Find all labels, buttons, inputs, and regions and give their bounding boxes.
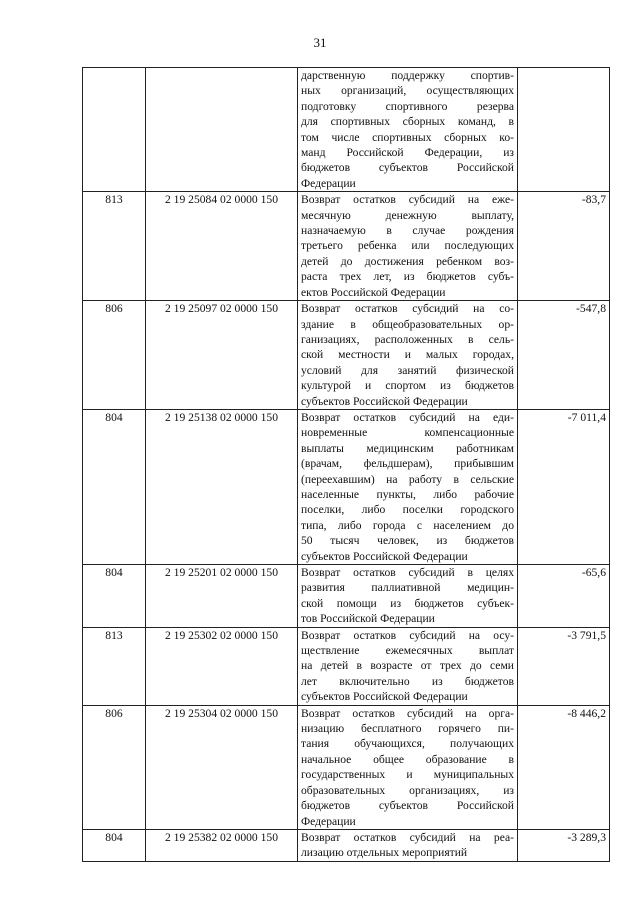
budget-classification-code-cell: 2 19 25084 02 0000 150 [146,192,298,301]
income-name-cell [298,627,518,705]
income-name-line: Федерации [301,814,356,828]
table-row [83,192,610,301]
amount-cell: -8 446,2 [518,705,610,829]
admin-code-cell: 804 [83,409,146,564]
income-name-line: развития паллиативной медицин- [301,581,514,595]
income-name-text [301,410,514,564]
amount-cell: -83,7 [518,192,610,301]
income-name-line: ществление ежемесячных выплат [301,644,514,658]
income-name-cell [298,409,518,564]
income-name-line: манд Российской Федерации, из [301,146,514,160]
income-name-line: Возврат остатков субсидий в целях [301,566,514,579]
income-name-line: новременные компенсационные [301,426,514,440]
admin-code-cell: 806 [83,705,146,829]
budget-classification-code-cell: 2 19 25138 02 0000 150 [146,409,298,564]
income-name-line: субъектов Российской Федерации [301,690,468,704]
income-name-line: начальное общее образование в [301,752,514,766]
income-name-cell [298,192,518,301]
table-row [83,829,610,861]
income-name-line: тов Российской Федерации [301,612,435,626]
budget-classification-code-cell: 2 19 25201 02 0000 150 [146,565,298,628]
income-name-text [301,628,514,705]
income-name-text [301,301,514,409]
income-name-line: дарственную поддержку спортив- [301,69,514,82]
income-name-line: лет включительно из бюджетов [301,674,514,688]
income-name-line: (переехавшим) на работу в сельские [301,472,514,486]
table-row [83,409,610,564]
income-name-line: государственных и муниципальных [301,768,514,782]
admin-code-cell [83,68,146,192]
admin-code-cell: 804 [83,829,146,861]
budget-classification-code-cell: 2 19 25302 02 0000 150 [146,627,298,705]
table-row [83,705,610,829]
page-number: 31 [313,35,327,50]
income-name-line: подготовку спортивного резерва [301,99,514,113]
budget-classification-code-cell: 2 19 25304 02 0000 150 [146,705,298,829]
budget-classification-code-cell [146,68,298,192]
income-name-line: ской местности и малых городах, [301,348,514,362]
income-name-line: условий для занятий физической [301,363,514,377]
income-name-line: Возврат остатков субсидий на со- [301,302,514,316]
table-row [83,627,610,705]
amount-cell: -7 011,4 [518,409,610,564]
admin-code-cell: 804 [83,565,146,628]
income-name-line: ных организаций, осуществляющих [301,84,514,98]
budget-classification-code-cell: 2 19 25382 02 0000 150 [146,829,298,861]
income-name-line: образовательных организациях, из [301,783,514,797]
income-name-line: ектов Российской Федерации [301,285,446,299]
amount-cell: -3 791,5 [518,627,610,705]
income-name-text [301,192,514,300]
table-row [83,565,610,628]
amount-cell: -547,8 [518,301,610,410]
income-name-line: раста трех лет, из бюджетов субъ- [301,270,514,284]
income-name-line: низацию бесплатного горячего пи- [301,722,514,736]
income-name-line: 50 тысяч человек, из бюджетов [301,534,514,548]
income-name-line: на детей в возрасте от трех до семи [301,659,514,673]
income-name-text [301,68,514,191]
income-name-line: ганизациях, расположенных в сель- [301,332,514,346]
income-name-line: субъектов Российской Федерации [301,549,468,563]
admin-code-cell: 813 [83,192,146,301]
income-name-line: поселки, либо поселки городского [301,503,514,517]
amount-cell: -65,6 [518,565,610,628]
income-name-line: месячную денежную выплату, [301,208,514,222]
budget-table [82,67,610,862]
income-name-cell [298,68,518,192]
income-name-cell [298,565,518,628]
income-name-line: ской помощи из бюджетов субъек- [301,596,514,610]
income-name-line: том числе спортивных сборных ко- [301,130,514,144]
income-name-line: назначаемую в случае рождения [301,224,514,238]
income-name-line: выплаты медицинским работникам [301,441,514,455]
income-name-line: лизацию отдельных мероприятий [301,846,468,860]
income-name-line: тания обучающихся, получающих [301,737,514,751]
income-name-line: третьего ребенка или последующих [301,239,514,253]
income-name-line: Возврат остатков субсидий на еже- [301,193,514,207]
table-row [83,68,610,192]
income-name-cell [298,705,518,829]
income-name-line: типа, либо города с населением до [301,518,514,532]
amount-cell [518,68,610,192]
income-name-line: здание в общеобразовательных ор- [301,317,514,331]
income-name-line: населенные пункты, либо рабочие [301,487,514,501]
budget-table-body [83,68,610,862]
income-name-line: бюджетов субъектов Российской [301,161,514,175]
income-name-line: Возврат остатков субсидий на осу- [301,628,514,642]
table-row [83,301,610,410]
income-name-line: Возврат остатков субсидий на орга- [301,706,514,720]
income-name-line: бюджетов субъектов Российской [301,799,514,813]
budget-classification-code-cell: 2 19 25097 02 0000 150 [146,301,298,410]
income-name-line: для спортивных сборных команд, в [301,115,514,129]
income-name-line: Возврат остатков субсидий на реа- [301,830,514,844]
admin-code-cell: 806 [83,301,146,410]
income-name-line: культурой и спортом из бюджетов [301,379,514,393]
admin-code-cell: 813 [83,627,146,705]
income-name-line: субъектов Российской Федерации [301,394,468,408]
income-name-line: Возврат остатков субсидий на еди- [301,410,514,424]
income-name-cell [298,301,518,410]
amount-cell: -3 289,3 [518,829,610,861]
income-name-line: детей до достижения ребенком воз- [301,254,514,268]
income-name-text [301,830,514,861]
income-name-line: (врачам, фельдшерам), прибывшим [301,457,514,471]
income-name-line: Федерации [301,176,356,190]
income-name-text [301,565,514,627]
income-name-cell [298,829,518,861]
income-name-text [301,706,514,829]
